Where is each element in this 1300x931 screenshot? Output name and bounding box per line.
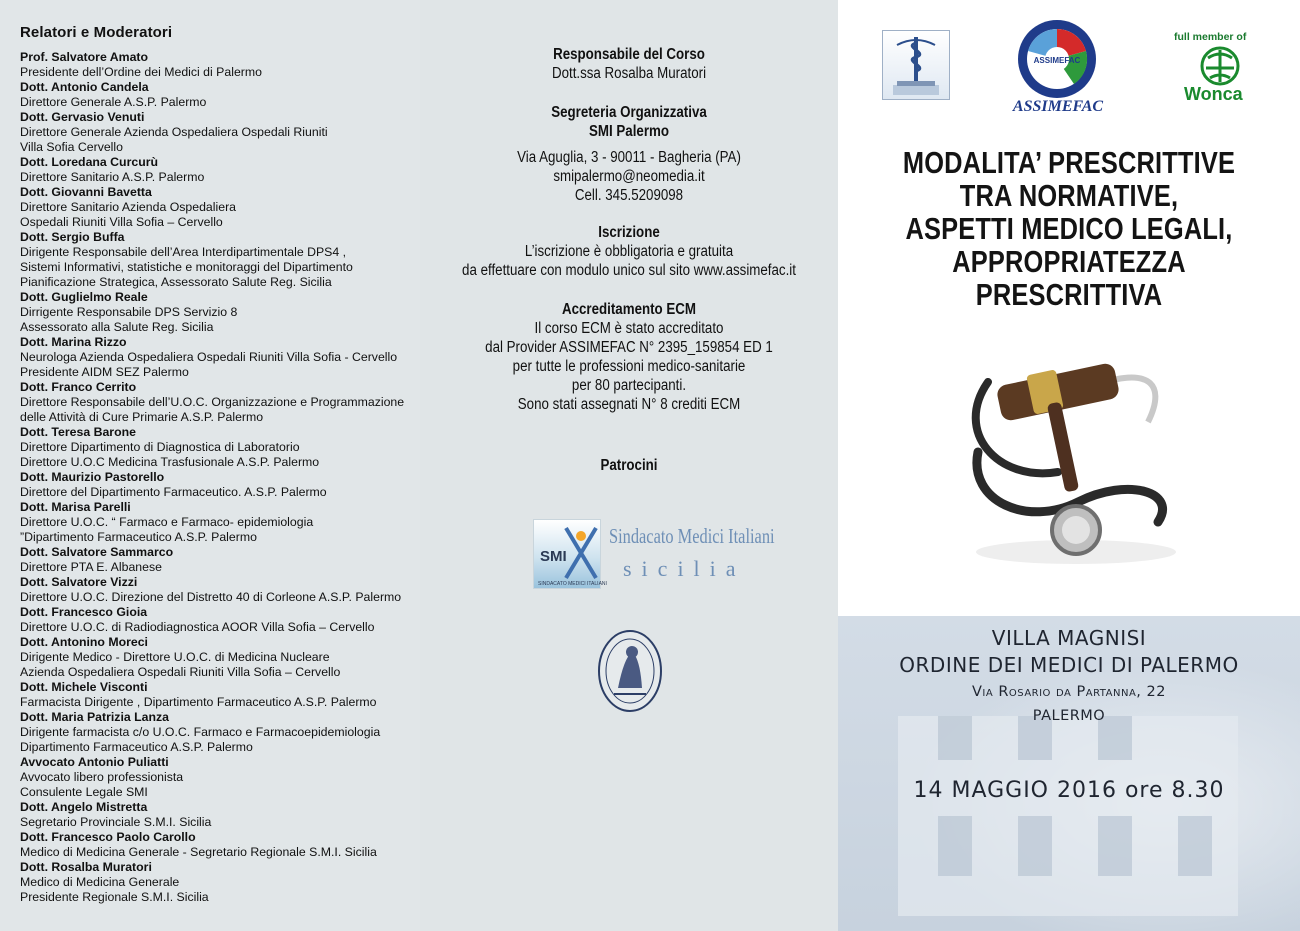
speaker-role: Medico di Medicina Generale: [20, 875, 180, 889]
speaker-name: Dott. Teresa Barone: [20, 425, 136, 439]
speaker-name: Dott. Maria Patrizia Lanza: [20, 710, 169, 724]
speaker-name: Dott. Antonio Candela: [20, 80, 149, 94]
speaker-name: Dott. Franco Cerrito: [20, 380, 137, 394]
segreteria-phone: Cell. 345.5209098: [574, 187, 684, 204]
event-title-line: TRA NORMATIVE,: [959, 178, 1179, 213]
ecm-line: dal Provider ASSIMEFAC N° 2395_159854 ED 1: [485, 339, 773, 356]
venue-section: [838, 616, 1300, 931]
segreteria-email[interactable]: smipalermo@neomedia.it: [553, 168, 705, 185]
speaker-list: [20, 50, 420, 905]
course-info-panel: [420, 0, 838, 931]
speaker-role: Dipartimento Farmaceutico A.S.P. Palermo: [20, 740, 253, 754]
event-title: [880, 146, 1259, 311]
speaker-entry: [20, 50, 420, 80]
wonca-globe-icon: [1200, 46, 1240, 86]
speaker-role: Dirigente farmacista c/o U.O.C. Farmaco e Farmacoepidemiologia: [20, 725, 381, 739]
wonca-name: Wonca: [1184, 84, 1243, 104]
ecm-line: Sono stati assegnati N° 8 crediti ECM: [517, 396, 741, 413]
speaker-entry: [20, 470, 420, 500]
speaker-entry: [20, 230, 420, 290]
responsabile-section: [420, 45, 838, 83]
speaker-role: Direttore PTA E. Albanese: [20, 560, 162, 574]
speaker-entry: [20, 710, 420, 755]
speaker-role: Medico di Medicina Generale - Segretario Regionale S.M.I. Sicilia: [20, 845, 377, 859]
speaker-entry: [20, 110, 420, 155]
venue-city: PALERMO: [1032, 708, 1106, 724]
ecm-line: per tutte le professioni medico-sanitarie: [512, 358, 746, 375]
iscrizione-section: [420, 223, 838, 280]
speaker-role: Direttore Sanitario A.S.P. Palermo: [20, 170, 205, 184]
ecm-section: [420, 300, 838, 414]
speaker-entry: [20, 380, 420, 425]
speaker-name: Dott. Gervasio Venuti: [20, 110, 145, 124]
speaker-entry: [20, 500, 420, 545]
assimefac-name: ASSIMEFAC: [1012, 98, 1104, 115]
speaker-role: Ospedali Riuniti Villa Sofia – Cervello: [20, 215, 223, 229]
speakers-heading: Relatori e Moderatori: [20, 24, 173, 41]
speaker-role: ”Dipartimento Farmaceutico A.S.P. Palermo: [20, 530, 257, 544]
speaker-entry: [20, 335, 420, 380]
ordine-seal-icon: [596, 628, 664, 714]
speaker-role: Direttore Sanitario Azienda Ospedaliera: [20, 200, 236, 214]
speaker-entry: [20, 290, 420, 335]
speaker-name: Avvocato Antonio Puliatti: [20, 755, 169, 769]
speaker-name: Dott. Antonino Moreci: [20, 635, 148, 649]
speaker-role: Presidente dell’Ordine dei Medici di Palermo: [20, 65, 262, 79]
speaker-name: Dott. Giovanni Bavetta: [20, 185, 152, 199]
speaker-entry: [20, 755, 420, 800]
speaker-role: Dirigente Medico - Direttore U.O.C. di Medicina Nucleare: [20, 650, 330, 664]
venue-organization: ORDINE DEI MEDICI DI PALERMO: [899, 653, 1239, 677]
smi-logo: [533, 516, 775, 592]
cover-panel: [838, 0, 1300, 931]
speaker-entry: [20, 830, 420, 860]
assimefac-logo-icon: [1016, 18, 1098, 100]
speaker-name: Dott. Rosalba Muratori: [20, 860, 152, 874]
speaker-name: Dott. Marina Rizzo: [20, 335, 127, 349]
speaker-role: Direttore U.O.C. di Radiodiagnostica AOOR Villa Sofia – Cervello: [20, 620, 375, 634]
gavel-stethoscope-icon: [958, 352, 1188, 572]
event-title-line: ASPETTI MEDICO LEGALI,: [905, 211, 1233, 246]
speaker-role: Pianificazione Strategica, Assessorato Salute Reg. Sicilia: [20, 275, 332, 289]
event-date: 14 MAGGIO 2016 ore 8.30: [913, 778, 1225, 803]
ecm-line: Il corso ECM è stato accreditato: [534, 320, 724, 337]
speaker-role: Farmacista Dirigente , Dipartimento Farmaceutico A.S.P. Palermo: [20, 695, 377, 709]
event-title-line: MODALITA’ PRESCRITTIVE: [902, 145, 1236, 180]
smi-box-text: SMI: [540, 548, 567, 565]
patrocini-title: Patrocini: [600, 457, 658, 474]
speaker-name: Dott. Francesco Gioia: [20, 605, 148, 619]
ecm-title: Accreditamento ECM: [561, 301, 697, 318]
speaker-entry: [20, 80, 420, 110]
speaker-entry: [20, 185, 420, 230]
segreteria-subtitle: SMI Palermo: [588, 123, 670, 140]
speaker-entry: [20, 545, 420, 575]
speaker-role: Dirigente Responsabile dell’Area Interdipartimentale DPS4 ,: [20, 245, 347, 259]
speaker-role: Dirrigente Responsabile DPS Servizio 8: [20, 305, 238, 319]
speaker-role: Azienda Ospedaliera Ospedali Riuniti Villa Sofia – Cervello: [20, 665, 341, 679]
speaker-role: Avvocato libero professionista: [20, 770, 184, 784]
speakers-panel: [0, 0, 420, 931]
responsabile-name: Dott.ssa Rosalba Muratori: [551, 65, 707, 82]
iscrizione-website-line[interactable]: da effettuare con modulo unico sul sito www.assimefac.it: [462, 262, 796, 279]
segreteria-address: Via Aguglia, 3 - 90011 - Bagheria (PA): [517, 149, 741, 166]
segreteria-section: [420, 103, 838, 205]
speaker-role: Consulente Legale SMI: [20, 785, 148, 799]
speaker-role: Presidente AIDM SEZ Palermo: [20, 365, 189, 379]
speaker-role: Direttore U.O.C. Direzione del Distretto 40 di Corleone A.S.P. Palermo: [20, 590, 402, 604]
speaker-role: Sistemi Informativi, statistiche e monitoraggi del Dipartimento: [20, 260, 353, 274]
speaker-name: Dott. Marisa Parelli: [20, 500, 131, 514]
speaker-entry: [20, 860, 420, 905]
speaker-entry: [20, 800, 420, 830]
smi-region: sicilia: [623, 556, 746, 581]
speaker-name: Dott. Michele Visconti: [20, 680, 148, 694]
venue-name: VILLA MAGNISI: [991, 626, 1147, 650]
smi-logo-box: [533, 519, 607, 589]
speaker-role: Direttore Generale A.S.P. Palermo: [20, 95, 207, 109]
speaker-role: Direttore U.O.C Medicina Trasfusionale A.S.P. Palermo: [20, 455, 320, 469]
event-title-line: PRESCRITTIVA: [975, 277, 1163, 312]
ecm-line: per 80 partecipanti.: [571, 377, 687, 394]
speaker-role: delle Attività di Cure Primarie A.S.P. Palermo: [20, 410, 264, 424]
speaker-name: Dott. Sergio Buffa: [20, 230, 125, 244]
speaker-name: Dott. Maurizio Pastorello: [20, 470, 165, 484]
venue-address: Via Rosario da Partanna, 22: [972, 684, 1166, 700]
speaker-name: Dott. Francesco Paolo Carollo: [20, 830, 196, 844]
speaker-role: Segretario Provinciale S.M.I. Sicilia: [20, 815, 212, 829]
speaker-name: Dott. Salvatore Vizzi: [20, 575, 138, 589]
patrocini-section: [420, 456, 838, 475]
speaker-entry: [20, 155, 420, 185]
smi-x-icon: [562, 526, 600, 580]
speaker-entry: [20, 635, 420, 680]
speaker-role: Assessorato alla Salute Reg. Sicilia: [20, 320, 214, 334]
speaker-role: Direttore Responsabile dell’U.O.C. Organizzazione e Programmazione: [20, 395, 405, 409]
speaker-role: Direttore U.O.C. “ Farmaco e Farmaco- epidemiologia: [20, 515, 314, 529]
speaker-name: Dott. Angelo Mistretta: [20, 800, 148, 814]
speaker-name: Prof. Salvatore Amato: [20, 50, 149, 64]
speaker-role: Direttore del Dipartimento Farmaceutico. A.S.P. Palermo: [20, 485, 327, 499]
speaker-entry: [20, 680, 420, 710]
speaker-role: Villa Sofia Cervello: [20, 140, 123, 154]
speaker-role: Direttore Generale Azienda Ospedaliera Ospedali Riuniti: [20, 125, 328, 139]
event-title-line: APPROPRIATEZZA: [952, 244, 1186, 279]
speaker-entry: [20, 425, 420, 470]
speaker-name: Dott. Loredana Curcurù: [20, 155, 159, 169]
speaker-role: Presidente Regionale S.M.I. Sicilia: [20, 890, 209, 904]
wonca-member-text: full member of: [1174, 31, 1247, 43]
segreteria-title: Segreteria Organizzativa: [551, 104, 707, 121]
caduceus-icon: [883, 31, 949, 99]
iscrizione-line: L’iscrizione è obbligatoria e gratuita: [524, 243, 734, 260]
responsabile-title: Responsabile del Corso: [553, 46, 705, 63]
speaker-entry: [20, 605, 420, 635]
speaker-name: Dott. Guglielmo Reale: [20, 290, 148, 304]
ordine-logo: [882, 30, 950, 100]
iscrizione-title: Iscrizione: [598, 224, 660, 241]
speaker-name: Dott. Salvatore Sammarco: [20, 545, 174, 559]
speaker-role: Neurologa Azienda Ospedaliera Ospedali Riuniti Villa Sofia - Cervello: [20, 350, 398, 364]
smi-name: Sindacato Medici Italiani: [609, 524, 775, 548]
assimefac-badge-text: ASSIMEFAC: [1033, 56, 1081, 65]
smi-small-text: SINDACATO MEDICI ITALIANI: [538, 581, 607, 587]
speaker-entry: [20, 575, 420, 605]
speaker-role: Direttore Dipartimento di Diagnostica di Laboratorio: [20, 440, 300, 454]
